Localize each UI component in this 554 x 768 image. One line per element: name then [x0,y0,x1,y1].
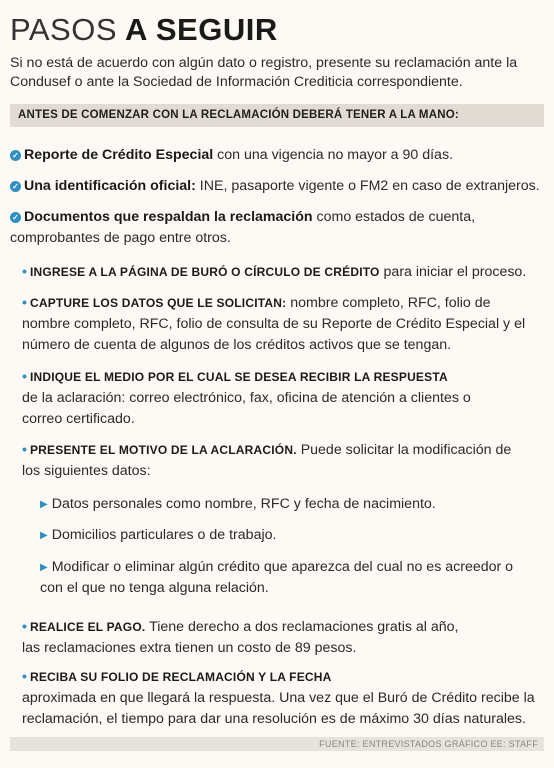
requirement-text: como estados de cuenta, comprobantes de pago entre otros. [10,209,476,246]
intro-paragraph: Si no está de acuerdo con algún dato o registro, presente su reclamación ante la Condusef o ante la Sociedad de Información Crediticia correspondiente. [10,55,518,90]
bullet-icon: • [22,442,27,458]
sub-item [40,494,540,515]
step-caps: INGRESE A LA PÁGINA DE BURÓ O CÍRCULO DE CRÉDITO [29,265,380,279]
check-icon: ✓ [10,181,21,192]
triangle-bullet-icon: ▶ [40,562,48,573]
step-text: aproximada en que llegará la respuesta. Una vez que el Buró de Crédito recibe la reclamación, el tiempo para dar una resolución es de máximo 30 días naturales. [22,690,535,727]
requirement-item [10,176,550,197]
bullet-icon: • [22,264,27,280]
sub-item-text: Domicilios particulares o de trabajo. [51,527,277,543]
banner-text: ANTES DE COMENZAR CON LA RECLAMACIÓN DEBERÁ TENER A LA MANO: [18,109,459,121]
step-item [22,667,547,730]
step-text: nombre completo, RFC, folio de nombre completo, RFC, folio de consulta de su Reporte de Crédito Especial y el número de cuenta de algunos de los créditos activos que se tengan. [22,295,526,353]
step-item [22,262,547,283]
page-title [10,12,278,48]
bullet-icon: • [22,619,27,635]
title-light: PASOS [10,12,118,47]
step-text: de la aclaración: correo electrónico, fax, oficina de atención a clientes o correo certificado. [22,390,471,427]
sub-item-text: Modificar o eliminar algún crédito que aparezca del cual no es acreedor o con el que no tenga alguna relación. [40,559,514,596]
step-text: Puede solicitar la modificación de los siguientes datos: [22,442,512,479]
title-bold: A SEGUIR [125,12,278,47]
triangle-bullet-icon: ▶ [40,499,48,510]
step-item [22,293,530,356]
step-caps: INDIQUE EL MEDIO POR EL CUAL SE DESEA RECIBIR LA RESPUESTA [29,370,448,384]
bullet-icon: • [22,369,27,385]
sub-item [40,525,540,546]
requirement-text: INE, pasaporte vigente o FM2 en caso de extranjeros. [195,178,540,194]
triangle-bullet-icon: ▶ [40,530,48,541]
sub-item [40,557,535,599]
requirement-item [10,145,550,166]
requirement-bold: Documentos que respaldan la reclamación [24,209,313,225]
step-caps: RECIBA SU FOLIO DE RECLAMACIÓN Y LA FECHA [29,670,332,684]
step-text: Tiene derecho a dos reclamaciones gratis al año, las reclamaciones extra tienen un costo de 89 pesos. [22,619,459,656]
step-item [22,440,522,482]
step-item [22,617,472,659]
check-icon: ✓ [10,150,21,161]
bullet-icon: • [22,295,27,311]
bullet-icon: • [22,669,27,685]
source-credit: FUENTE: ENTREVISTADOS GRÁFICO EE: STAFF [319,739,538,749]
requirement-text: con una vigencia no mayor a 90 días. [213,147,453,163]
step-text: para iniciar el proceso. [379,264,527,280]
sub-item-text: Datos personales como nombre, RFC y fecha de nacimiento. [51,496,436,512]
step-caps: REALICE EL PAGO. [29,620,146,634]
requirement-item [10,207,510,249]
footer-bar [10,737,544,751]
requirement-bold: Una identificación oficial: [24,178,196,194]
requirement-bold: Reporte de Crédito Especial [24,147,214,163]
step-caps: PRESENTE EL MOTIVO DE LA ACLARACIÓN. [29,443,297,457]
check-icon: ✓ [10,212,21,223]
step-caps: CAPTURE LOS DATOS QUE LE SOLICITAN: [29,296,287,310]
section-banner [10,104,544,127]
step-item [22,367,492,430]
